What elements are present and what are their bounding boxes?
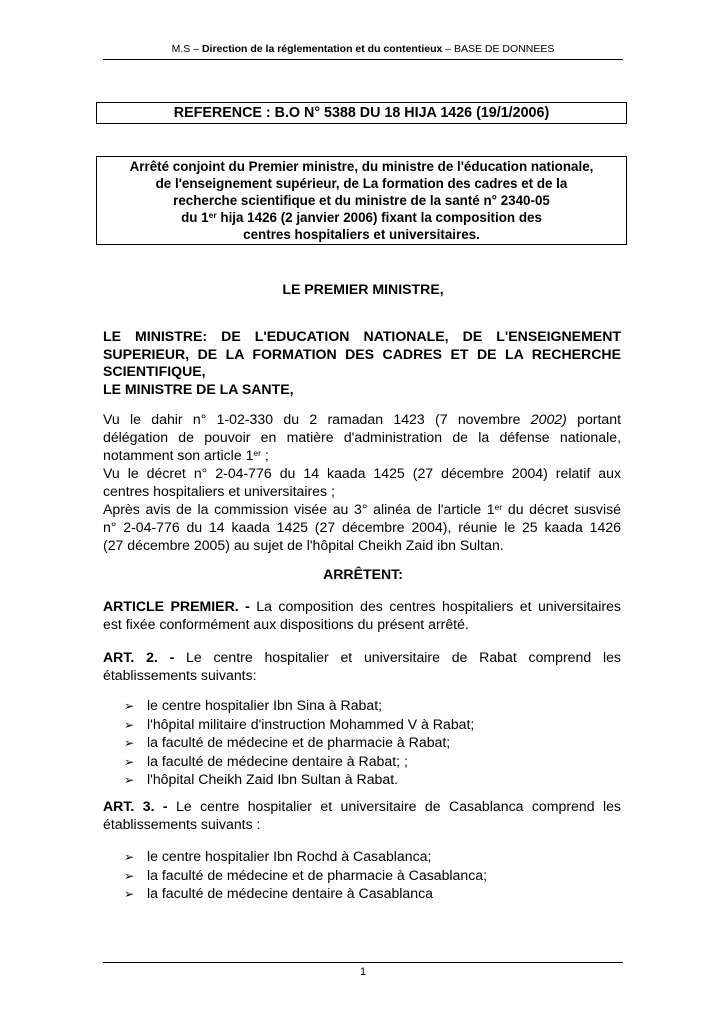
visa-line-4: Vu le décret n° 2-04-776 du 14 kaada 1425 (27 décembre 2004) relatif aux: [103, 465, 621, 481]
list-item: [124, 753, 624, 772]
article-3-line-2: établissements suivants :: [103, 816, 261, 832]
list-item: [124, 697, 624, 716]
visas-block: [103, 410, 621, 554]
ministre-line-1: LE MINISTRE: DE L'EDUCATION NATIONALE, DE L'ENSEIGNEMENT: [103, 328, 621, 344]
footer-rule: [103, 962, 623, 963]
list-item-text: le centre hospitalier Ibn Sina à Rabat;: [147, 697, 383, 713]
article-2: [103, 648, 621, 684]
premier-ministre-heading: LE PREMIER MINISTRE,: [282, 281, 444, 297]
title-line-1: Arrêté conjoint du Premier ministre, du ministre de l'éducation nationale,: [129, 159, 594, 174]
ministre-line-4: LE MINISTRE DE LA SANTE,: [103, 380, 294, 397]
article-3-list: [124, 848, 624, 904]
list-item: [124, 771, 624, 790]
title-line-2: de l'enseignement supérieur, de La formation des cadres et de la: [155, 176, 568, 191]
bullet-arrow-icon: ➢: [124, 699, 135, 713]
list-item-text: le centre hospitalier Ibn Rochd à Casablanca;: [147, 848, 432, 864]
list-item-text: la faculté de médecine dentaire à Rabat; ;: [147, 752, 408, 769]
ministre-line-2: SUPERIEUR, DE LA FORMATION DES CADRES ET DE LA RECHERCHE: [103, 345, 621, 362]
list-item-text: l'hôpital militaire d'instruction Mohammed V à Rabat;: [147, 715, 475, 732]
reference-text: REFERENCE : B.O N° 5388 DU 18 HIJA 1426 (19/1/2006): [173, 105, 550, 121]
header-prefix: M.S –: [171, 43, 202, 55]
visa-line-8: (27 décembre 2005) au sujet de l'hôpital Cheikh Zaid ibn Sultan.: [103, 537, 504, 553]
visa-line-5: centres hospitaliers et universitaires ;: [103, 483, 335, 499]
list-item-text: la faculté de médecine dentaire à Casablanca: [147, 885, 433, 901]
bullet-arrow-icon: ➢: [124, 773, 135, 787]
visa-line-6: Après avis de la commission visée au 3° alinéa de l'article 1er du décret susvisé: [103, 501, 621, 517]
header-direction: Direction de la réglementation et du contentieux: [201, 43, 443, 55]
list-item: [124, 734, 624, 753]
title-box: [96, 156, 627, 245]
visa-line-1: Vu le dahir n° 1-02-330 du 2 ramadan 1423 (7 novembre 2002) portant: [103, 411, 621, 427]
header-rule: [103, 59, 623, 60]
article-3: [103, 797, 621, 833]
ministre-line-3: SCIENTIFIQUE,: [103, 363, 206, 379]
list-item: [124, 867, 624, 886]
visa-line-3: notamment son article 1er ;: [103, 447, 269, 463]
visa-line-7: n° 2-04-776 du 14 kaada 1425 (27 décembre 2004), réunie le 25 kaada 1426: [103, 519, 621, 535]
list-item: [124, 848, 624, 867]
bullet-arrow-icon: ➢: [124, 717, 135, 732]
title-line-4: du 1er hija 1426 (2 janvier 2006) fixant la composition des: [181, 210, 542, 225]
page-number: 1: [359, 966, 367, 978]
article-2-line-2: établissements suivants:: [103, 667, 257, 683]
article-2-list: [124, 697, 624, 790]
list-item-text: la faculté de médecine et de pharmacie à Rabat;: [147, 734, 451, 750]
list-item: [124, 716, 624, 735]
bullet-arrow-icon: ➢: [124, 868, 135, 883]
header-suffix: – BASE DE DONNEES: [442, 43, 555, 55]
title-line-3: recherche scientifique et du ministre de la santé n° 2340-05: [173, 193, 550, 208]
article-3-line-1: ART. 3. - Le centre hospitalier et universitaire de Casablanca comprend les: [103, 798, 621, 814]
bullet-arrow-icon: ➢: [124, 736, 135, 750]
ministre-block: [103, 328, 621, 398]
list-item: [124, 885, 624, 904]
reference-box: [96, 102, 627, 124]
article-1-line-2: est fixée conformément aux dispositions du présent arrêté.: [103, 616, 469, 632]
article-1: [103, 597, 621, 633]
list-item-text: l'hôpital Cheikh Zaid Ibn Sultan à Rabat.: [147, 771, 399, 787]
title-line-5: centres hospitaliers et universitaires.: [243, 227, 480, 242]
visa-line-2: délégation de pouvoir en matière d'administration de la défense nationale,: [103, 429, 621, 445]
arretent-heading: ARRÊTENT:: [323, 566, 403, 582]
bullet-arrow-icon: ➢: [124, 850, 135, 864]
article-2-line-1: ART. 2. - Le centre hospitalier et universitaire de Rabat comprend les: [103, 649, 621, 665]
article-1-line-1: ARTICLE PREMIER. - La composition des centres hospitaliers et universitaires: [103, 598, 621, 614]
bullet-arrow-icon: ➢: [124, 754, 135, 769]
page-header: [103, 42, 623, 56]
list-item-text: la faculté de médecine et de pharmacie à Casablanca;: [147, 866, 488, 883]
bullet-arrow-icon: ➢: [124, 887, 135, 901]
